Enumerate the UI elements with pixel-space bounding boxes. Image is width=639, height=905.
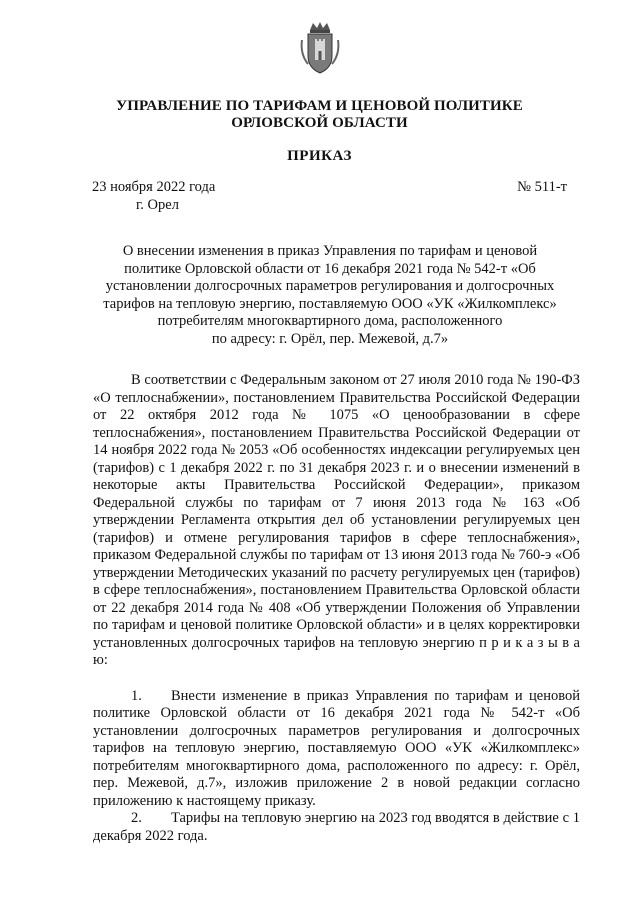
item-number: 1. (131, 687, 142, 704)
order-item-2 (93, 810, 580, 845)
subject-line: О внесении изменения в приказ Управления по тарифам и ценовой (122, 243, 538, 259)
order-item-1 (93, 688, 580, 811)
organization-line-1: УПРАВЛЕНИЕ ПО ТАРИФАМ И ЦЕНОВОЙ ПОЛИТИКЕ (116, 98, 523, 114)
subject-line: потребителям многоквартирного дома, расположенного (157, 313, 503, 329)
document-body (93, 372, 580, 845)
organization-name (60, 98, 579, 132)
subject-line: политике Орловской области от 16 декабря 2021 года № 542-т «Об (124, 260, 536, 277)
item-text: Тарифы на тепловую энергию на 2023 год вводятся в действие с 1 декабря 2022 года. (93, 810, 580, 844)
document-number: № 511-т (517, 179, 567, 195)
subject-line: установлении долгосрочных параметров регулирования и долгосрочных (105, 278, 555, 294)
organization-line-2: ОРЛОВСКОЙ ОБЛАСТИ (231, 115, 408, 131)
document-date: 23 ноября 2022 года (92, 179, 216, 195)
subject-line: тарифов на тепловую энергию, поставляемую ООО «УК «Жилкомплекс» (103, 295, 557, 312)
item-number: 2. (131, 810, 142, 826)
subject-line: по адресу: г. Орёл, пер. Межевой, д.7» (211, 330, 449, 347)
document-subject (100, 243, 560, 348)
coat-of-arms-icon (298, 20, 342, 76)
item-text: Внести изменение в приказ Управления по тарифам и ценовой политике Орловской области от 16 декабря 2021 года № 542-т «Об установлении долгосрочных параметров регулирования и долгосрочных тарифов на тепловую энергию, поставляемую ООО «УК «Жилкомплекс» потребителям многоквартирного дома, расположенного по адресу: г. Орёл, пер. Межевой, д.7», изложив приложение 2 в новой редакции согласно приложению к настоящему приказу. (93, 687, 580, 809)
document-place: г. Орел (136, 197, 179, 213)
preamble-paragraph: В соответствии с Федеральным законом от 27 июля 2010 года № 190-ФЗ «О теплоснабжении», постановлением Правительства Российской Федерации от 22 октября 2012 года № 1075 «О ценообразовании в сфере теплоснабжения», постановлением Правительства Российской Федерации от 14 ноября 2022 года № 2053 «Об особенностях индексации регулируемых цен (тарифов) с 1 декабря 2022 г. по 31 декабря 2023 г. и о внесении изменений в некоторые акты Правительства Российской Федерации», приказом Федеральной службы по тарифам от 7 июня 2013 года № 163 «Об утверждении Регламента открытия дел об установлении регулируемых цен (тарифов) и отмене регулирования тарифов в сфере теплоснабжения», приказом Федеральной службы по тарифам от 13 июня 2013 года № 760-э «Об утверждении Методических указаний по расчету регулируемых цен (тарифов) в сфере теплоснабжения», постановлением Правительства Орловской области от 22 декабря 2014 года № 408 «Об утверждении Положения об Управлении по тарифам и ценовой политике Орловской области» и в целях корректировки установленных долгосрочных тарифов на тепловую энергию п р и к а з ы в а ю: (93, 372, 580, 668)
document-type: ПРИКАЗ (287, 148, 352, 164)
